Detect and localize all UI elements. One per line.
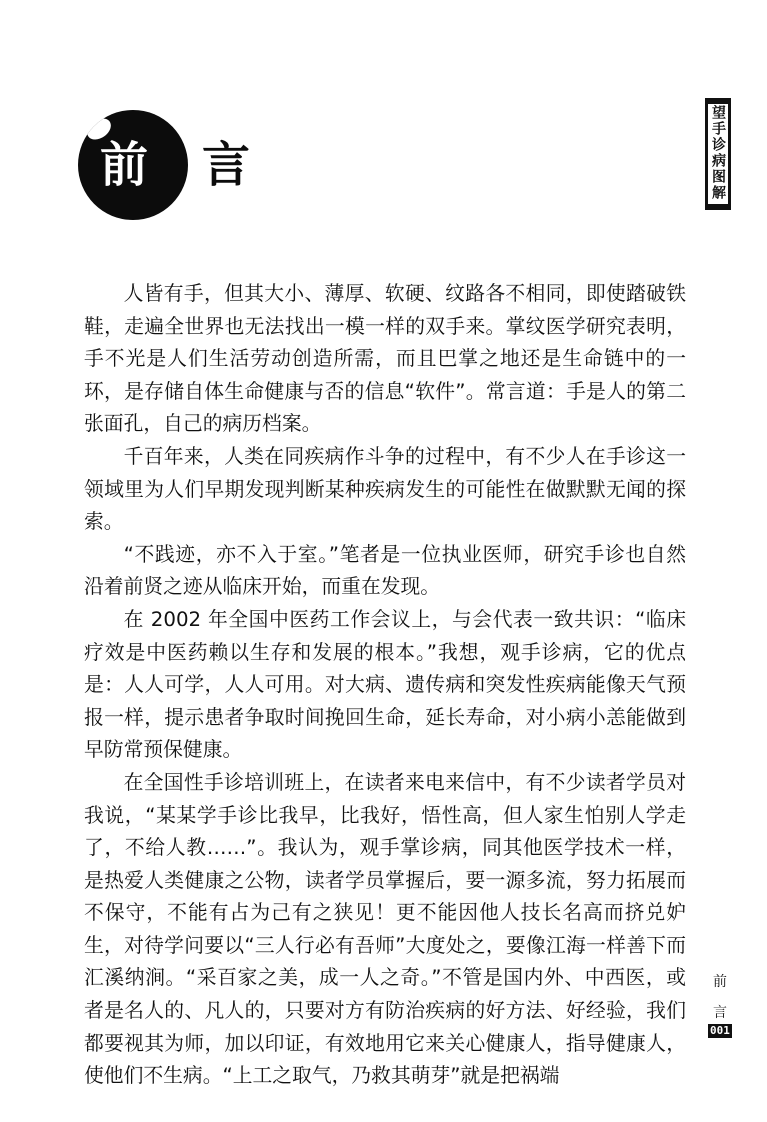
title-circle-badge [78,110,188,220]
paragraph: “不践迹，亦不入于室。”笔者是一位执业医师，研究手诊也自然沿着前贤之迹从临床开始，而重在发现。 [84,542,686,599]
paragraph: 在 2002 年全国中医药工作会议上，与会代表一致共识：“临床疗效是中医药赖以生存和发展的根本。”我想，观手诊病，它的优点是：人人可学，人人可用。对大病、遗传病和突发性疾病能像天气预报一样，提示患者争取时间挽回生命，延长寿命，对小病小恙能做到早防常预保健康。 [84,607,686,762]
page-number: 001 [710,1024,730,1037]
title-first-char: 前 [100,137,149,193]
chapter-title [78,110,378,230]
book-title-tab [705,98,731,210]
section-label-char-1: 前 [713,974,727,990]
book-title-text: 望手诊病图解 [710,105,726,201]
title-second-char: 言 [202,137,251,193]
paragraph: 人皆有手，但其大小、薄厚、软硬、纹路各不相同，即使踏破铁鞋，走遍全世界也无法找出一模一样的双手来。掌纹医学研究表明，手不光是人们生活劳动创造所需，而且巴掌之地还是生命链中的一环，是存储自体生命健康与否的信息“软件”。常言道：手是人的第二张面孔，自己的病历档案。 [84,282,686,436]
preface-body [84,278,686,1093]
section-label-char-2: 言 [713,1005,727,1021]
paragraph: 在全国性手诊培训班上，在读者来电来信中，有不少读者学员对我说，“某某学手诊比我早，比我好，悟性高，但人家生怕别人学走了，不给人教……”。我认为，观手掌诊病，同其他医学技术一样，是热爱人类健康之公物，读者学员掌握后，要一源多流，努力拓展而不保守，不能有占为己有之狭见！更不能因他人技长名高而挤兑妒生，对待学问要以“三人行必有吾师”大度处之，要像江海一样善下而汇溪纳涧。“采百家之美，成一人之奇。”不管是国内外、中西医，或者是名人的、凡人的，只要对方有防治疾病的好方法、好经验，我们都要视其为师，加以印证，有效地用它来关心健康人，指导健康人，使他们不生病。“上工之取气，乃救其萌芽”就是把祸端 [84,770,686,1088]
paragraph: 千百年来，人类在同疾病作斗争的过程中，有不少人在手诊这一领域里为人们早期发现判断某种疾病发生的可能性在做默默无闻的探索。 [84,444,686,534]
